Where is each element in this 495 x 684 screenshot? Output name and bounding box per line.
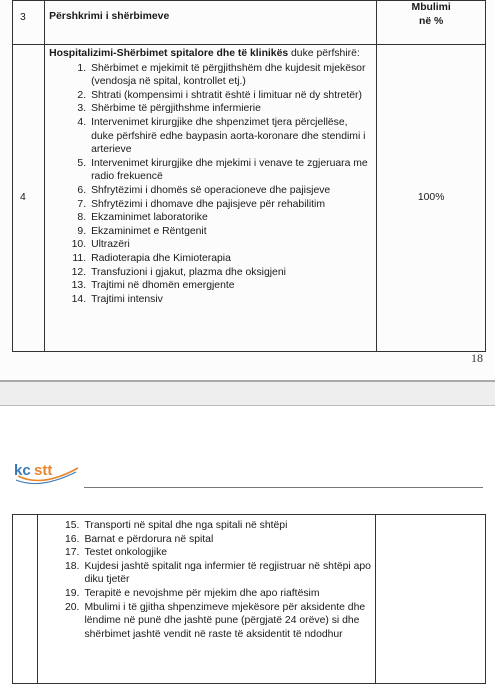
- logo-suffix: stt: [34, 462, 53, 479]
- kcstt-logo: [12, 458, 82, 486]
- list-item-text: Barnat e përdorura në spital: [84, 533, 214, 545]
- list-item-number: 16.: [65, 533, 80, 545]
- list-item-text: Testet onkologjike: [84, 547, 168, 559]
- list-item: [49, 225, 376, 239]
- list-item-number: 10.: [71, 239, 87, 251]
- list-item-text: Shërbime të përgjithshme infermierie: [91, 103, 261, 115]
- list-item-text: Shfrytëzimi i dhomës së operacioneve dhe pajisjeve: [91, 184, 331, 196]
- list-item: [42, 533, 375, 547]
- list-item: [49, 252, 376, 266]
- list-item: [42, 560, 375, 587]
- row-number-cell: 4: [13, 45, 45, 352]
- section-title-bold: Hospitalizimi-Shërbimet spitalore dhe të klinikës: [49, 48, 289, 59]
- coverage-table-continued: [12, 514, 486, 684]
- page-number: 18: [471, 351, 483, 365]
- list-item: [49, 62, 376, 89]
- row-description-cell: [45, 45, 377, 352]
- list-item-number: 5.: [77, 157, 87, 169]
- row-number-cell: [13, 515, 38, 684]
- list-item-text: Ultrazëri: [91, 239, 130, 251]
- list-item: [49, 266, 376, 280]
- header-coverage-line1: Mbulimi: [411, 2, 451, 13]
- list-item: [49, 293, 376, 307]
- list-item: [49, 102, 376, 116]
- row-coverage-cell: [376, 515, 486, 684]
- list-item-text: Intervenimet kirurgjike dhe shpenzimet tjera përcjellëse, duke përfshirë edhe baypasin aorta-koronare dhe stendimi i arterieve: [91, 116, 366, 156]
- header-rule: [84, 487, 483, 488]
- list-item-text: Trajtimi në dhomën emergjente: [91, 280, 235, 292]
- list-item-text: Transfuzioni i gjakut, plazma dhe oksigjeni: [91, 266, 286, 278]
- list-item-number: 8.: [77, 212, 87, 224]
- service-list-continued: [42, 519, 375, 641]
- header-coverage-cell: [377, 1, 486, 45]
- list-item-number: 7.: [77, 198, 87, 210]
- page-separator: [0, 380, 495, 406]
- list-item-text: Trajtimi intensiv: [91, 293, 163, 305]
- list-item-number: 18.: [65, 560, 80, 572]
- list-item-text: Transporti në spital dhe nga spitali në shtëpi: [84, 520, 288, 531]
- list-item-number: 2.: [77, 89, 87, 101]
- list-item: [42, 601, 375, 642]
- list-item-text: Ekzaminimet laboratorike: [91, 212, 208, 224]
- list-item-text: Terapitë e nevojshme për mjekim dhe apo riaftësim: [84, 587, 320, 599]
- list-item-number: 19.: [65, 587, 80, 599]
- list-item-text: Shtrati (kompensimi i shtratit është i limituar në dy shtretër): [91, 89, 362, 101]
- list-item: [42, 587, 375, 601]
- table-row: [13, 45, 486, 352]
- list-item-number: 14.: [71, 293, 87, 305]
- list-item-number: 1.: [77, 62, 87, 74]
- list-item-number: 11.: [72, 252, 87, 264]
- list-item-text: Intervenimet kirurgjike dhe mjekimi i venave te zgjeruara me radio frekuencë: [91, 157, 368, 183]
- list-item-text: Kujdesi jashtë spitalit nga infermier të regjistruar në shtëpi apo diku tjetër: [84, 560, 371, 586]
- header-coverage-line2: në %: [419, 15, 444, 27]
- list-item: [49, 184, 376, 198]
- list-item: [49, 279, 376, 293]
- list-item-number: 13.: [71, 280, 87, 292]
- list-item-text: Shërbimet e mjekimit të përgjithshëm dhe kujdesit mjekësor (vendosja në spital, kontrollet etj.): [91, 62, 366, 88]
- list-item-number: 4.: [77, 116, 87, 128]
- list-item: [42, 546, 375, 560]
- list-item-number: 15.: [65, 520, 80, 531]
- service-list: [49, 62, 376, 307]
- list-item: [49, 116, 376, 157]
- section-title-suffix: duke përfshirë:: [288, 48, 360, 59]
- list-item: [49, 89, 376, 103]
- logo-prefix: kc: [14, 462, 31, 479]
- table-row: [13, 515, 486, 684]
- list-item: [49, 238, 376, 252]
- list-item: [49, 211, 376, 225]
- list-item-number: 9.: [77, 225, 87, 237]
- row-coverage-cell: 100%: [377, 45, 486, 352]
- list-item-number: 12.: [71, 266, 87, 278]
- list-item-number: 6.: [77, 184, 87, 196]
- list-item-number: 17.: [65, 547, 80, 559]
- row-description-cell: [38, 515, 376, 684]
- logo-swoosh-icon: [12, 458, 82, 486]
- list-item-number: 3.: [77, 103, 87, 115]
- header-number-cell: 3: [13, 1, 45, 45]
- header-description-cell: Përshkrimi i shërbimeve: [45, 1, 377, 45]
- document-page-19: [0, 406, 495, 674]
- list-item-text: Ekzaminimet e Rëntgenit: [91, 225, 207, 237]
- coverage-table: [12, 0, 486, 352]
- table-header-row: [13, 1, 486, 45]
- list-item-number: 20.: [65, 601, 80, 613]
- list-item: [42, 519, 375, 533]
- list-item: [49, 198, 376, 212]
- section-title: [49, 47, 376, 61]
- list-item-text: Mbulimi i të gjitha shpenzimeve mjekësore për aksidente dhe lëndime në punë dhe jashtë pune (përgjatë 24 orëve) si dhe shërbimet jashtë vendit në raste të aksidentit të ndodhur: [84, 601, 366, 640]
- list-item: [49, 157, 376, 184]
- list-item-text: Radioterapia dhe Kimioterapia: [91, 252, 231, 264]
- list-item-text: Shfrytëzimi i dhomave dhe pajisjeve për rehabilitim: [91, 198, 325, 210]
